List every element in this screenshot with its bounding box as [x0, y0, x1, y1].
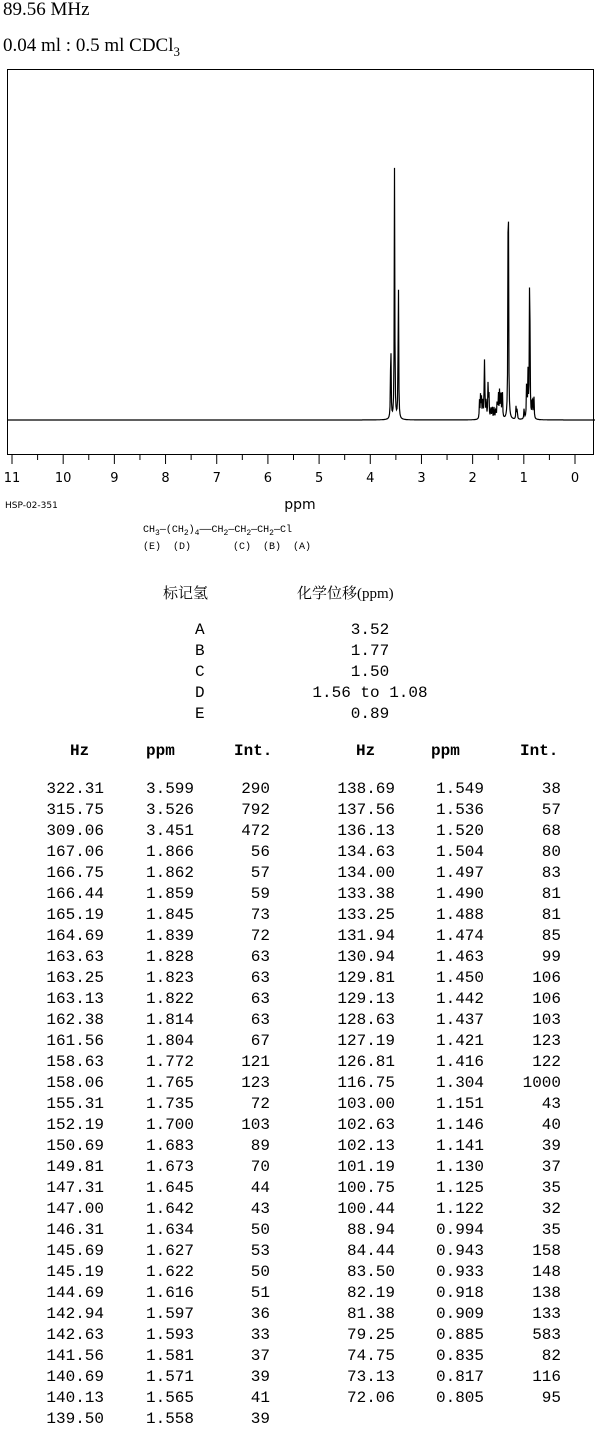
peak-hz: 136.13	[337, 822, 395, 840]
peak-ppm: 1.151	[435, 1095, 484, 1113]
peak-ppm: 1.683	[145, 1137, 194, 1155]
peak-intensity: 67	[250, 1032, 270, 1050]
peak-intensity: 116	[532, 1368, 561, 1386]
peak-ppm: 1.823	[145, 969, 194, 987]
peak-ppm: 0.994	[435, 1221, 484, 1239]
peak-ppm: 1.125	[435, 1179, 484, 1197]
peak-intensity: 106	[532, 990, 561, 1008]
spectrometer-frequency: 89.56 MHz	[3, 0, 90, 20]
peak-ppm: 0.885	[435, 1326, 484, 1344]
peak-hz: 142.94	[46, 1305, 104, 1323]
peak-intensity: 63	[250, 948, 270, 966]
peak-hz: 79.25	[346, 1326, 395, 1344]
peak-hz: 155.31	[46, 1095, 104, 1113]
ppm-header-left: ppm	[146, 742, 175, 760]
peak-intensity: 83	[541, 864, 561, 882]
group-e: $CH_3$	[143, 525, 160, 538]
peak-hz: 167.06	[46, 843, 104, 861]
peak-hz: 116.75	[337, 1074, 395, 1092]
peak-intensity: 59	[250, 885, 270, 903]
x-tick-label: 9	[110, 471, 119, 486]
peak-intensity: 37	[541, 1158, 561, 1176]
x-tick-label: 10	[54, 471, 72, 486]
peak-intensity: 583	[532, 1326, 561, 1344]
peak-hz: 166.75	[46, 864, 104, 882]
peak-hz: 140.13	[46, 1389, 104, 1407]
peak-hz: 84.44	[346, 1242, 395, 1260]
peak-intensity: 99	[541, 948, 561, 966]
peak-ppm: 1.504	[435, 843, 484, 861]
peak-hz: 152.19	[46, 1116, 104, 1134]
peak-ppm: 1.814	[145, 1011, 194, 1029]
peak-intensity: 50	[250, 1221, 270, 1239]
peak-hz: 141.56	[46, 1347, 104, 1365]
peak-hz: 128.63	[337, 1011, 395, 1029]
x-axis-tick-labels	[4, 471, 579, 486]
peak-intensity: 50	[250, 1263, 270, 1281]
peak-hz: 81.38	[346, 1305, 395, 1323]
assignment-shift-header: 化学位移(ppm)	[297, 586, 394, 602]
peak-ppm: 1.772	[145, 1053, 194, 1071]
peak-hz: 100.44	[337, 1200, 395, 1218]
peak-intensity: 57	[541, 801, 561, 819]
peak-intensity: 73	[250, 906, 270, 924]
peak-hz: 134.63	[337, 843, 395, 861]
x-axis-label: ppm	[284, 497, 316, 513]
peak-hz: 73.13	[346, 1368, 395, 1386]
peak-ppm: 1.549	[435, 780, 484, 798]
assignment-shift: 1.50	[350, 663, 390, 681]
peak-ppm: 0.918	[435, 1284, 484, 1302]
peak-intensity: 37	[250, 1347, 270, 1365]
peak-intensity: 56	[250, 843, 270, 861]
hz-header-left: Hz	[70, 742, 90, 760]
peak-hz: 322.31	[46, 780, 104, 798]
peak-ppm: 1.442	[435, 990, 484, 1008]
x-tick-label: 2	[468, 471, 477, 486]
peak-ppm: 1.700	[145, 1116, 194, 1134]
peak-intensity: 35	[541, 1221, 561, 1239]
peak-hz: 142.63	[46, 1326, 104, 1344]
assignment-label: A	[195, 621, 205, 639]
peak-ppm: 3.451	[145, 822, 194, 840]
peak-ppm: 1.146	[435, 1116, 484, 1134]
assignment-label: C	[195, 663, 205, 681]
peak-ppm: 1.866	[145, 843, 194, 861]
peak-ppm: 0.835	[435, 1347, 484, 1365]
peak-hz: 147.31	[46, 1179, 104, 1197]
group-labels: (E) (D) (C) (B) (A)	[143, 542, 312, 553]
peak-intensity: 63	[250, 990, 270, 1008]
peak-ppm: 1.862	[145, 864, 194, 882]
peak-ppm: 1.735	[145, 1095, 194, 1113]
solvent-subscript: 3	[173, 44, 180, 59]
peak-ppm: 1.616	[145, 1284, 194, 1302]
x-tick-label: 7	[212, 471, 221, 486]
peak-hz: 315.75	[46, 801, 104, 819]
peak-hz: 145.19	[46, 1263, 104, 1281]
peak-hz: 88.94	[346, 1221, 395, 1239]
peak-ppm: 1.571	[145, 1368, 194, 1386]
peak-hz: 163.25	[46, 969, 104, 987]
peak-intensity: 1000	[522, 1074, 561, 1092]
peak-intensity: 106	[532, 969, 561, 987]
x-tick-label: 5	[314, 471, 324, 486]
peak-intensity: 123	[241, 1074, 270, 1092]
peak-intensity: 40	[541, 1116, 561, 1134]
peak-ppm: 1.558	[145, 1410, 194, 1428]
plot-frame	[8, 70, 594, 455]
peak-ppm: 1.141	[435, 1137, 484, 1155]
peak-intensity: 95	[541, 1389, 561, 1407]
assignment-label: D	[195, 684, 205, 702]
peak-hz: 150.69	[46, 1137, 104, 1155]
peak-ppm: 1.627	[145, 1242, 194, 1260]
peak-intensity: 82	[541, 1347, 561, 1365]
peak-intensity: 38	[541, 780, 561, 798]
peak-ppm: 1.828	[145, 948, 194, 966]
peak-intensity: 472	[241, 822, 270, 840]
x-tick-label: 6	[263, 471, 273, 486]
peak-hz: 158.63	[46, 1053, 104, 1071]
peak-hz: 131.94	[337, 927, 395, 945]
peak-hz: 102.63	[337, 1116, 395, 1134]
peak-hz: 129.81	[337, 969, 395, 987]
peak-ppm: 1.497	[435, 864, 484, 882]
peak-ppm: 0.817	[435, 1368, 484, 1386]
peak-hz: 129.13	[337, 990, 395, 1008]
peak-intensity: 39	[250, 1368, 270, 1386]
assignment-shift: 0.89	[350, 705, 390, 723]
peak-intensity: 63	[250, 1011, 270, 1029]
peak-ppm: 0.805	[435, 1389, 484, 1407]
solvent-ratio-text: 0.04 ml : 0.5 ml CDCl	[3, 35, 174, 56]
peak-intensity: 39	[541, 1137, 561, 1155]
peak-intensity: 290	[241, 780, 270, 798]
peak-intensity: 121	[241, 1053, 270, 1071]
peak-hz: 164.69	[46, 927, 104, 945]
peak-ppm: 1.122	[435, 1200, 484, 1218]
peak-intensity: 33	[250, 1326, 270, 1344]
peak-hz: 158.06	[46, 1074, 104, 1092]
peak-intensity: 81	[541, 885, 561, 903]
x-tick-label: 3	[417, 471, 426, 486]
x-tick-label: 8	[161, 471, 170, 486]
peak-ppm: 1.304	[435, 1074, 484, 1092]
peak-hz: 166.44	[46, 885, 104, 903]
peak-ppm: 0.933	[435, 1263, 484, 1281]
x-tick-label: 1	[519, 471, 528, 486]
peak-intensity: 44	[250, 1179, 270, 1197]
peak-intensity: 70	[250, 1158, 270, 1176]
peak-intensity: 103	[532, 1011, 561, 1029]
peak-intensity: 35	[541, 1179, 561, 1197]
peak-ppm: 1.822	[145, 990, 194, 1008]
peak-intensity: 123	[532, 1032, 561, 1050]
peak-hz: 140.69	[46, 1368, 104, 1386]
peak-hz: 130.94	[337, 948, 395, 966]
assignment-label: B	[195, 642, 205, 660]
peak-ppm: 1.859	[145, 885, 194, 903]
peak-intensity: 51	[250, 1284, 270, 1302]
peak-intensity: 68	[541, 822, 561, 840]
peak-ppm: 1.593	[145, 1326, 194, 1344]
peak-hz: 83.50	[346, 1263, 395, 1281]
peak-ppm: 1.437	[435, 1011, 484, 1029]
ppm-header-right: ppm	[431, 742, 460, 760]
peak-hz: 146.31	[46, 1221, 104, 1239]
sample-code: HSP-02-351	[5, 501, 58, 511]
peak-ppm: 1.463	[435, 948, 484, 966]
peak-intensity: 36	[250, 1305, 270, 1323]
peak-intensity: 41	[250, 1389, 270, 1407]
peak-hz: 309.06	[46, 822, 104, 840]
peak-ppm: 1.642	[145, 1200, 194, 1218]
peak-ppm: 1.765	[145, 1074, 194, 1092]
peak-ppm: 1.845	[145, 906, 194, 924]
spectrum-trace	[8, 168, 595, 420]
peak-hz: 165.19	[46, 906, 104, 924]
peak-ppm: 1.421	[435, 1032, 484, 1050]
x-tick-label: 0	[570, 471, 580, 486]
peak-hz: 137.56	[337, 801, 395, 819]
peak-intensity: 72	[250, 1095, 270, 1113]
peak-ppm: 1.597	[145, 1305, 194, 1323]
peak-intensity: 39	[250, 1410, 270, 1428]
structure-formula: $CH_3—(CH_2)_4——CH_2—CH_2—CH_2—Cl$ (E) (D) (C) (B) (A)	[143, 525, 312, 553]
peak-intensity: 133	[532, 1305, 561, 1323]
peak-hz: 133.25	[337, 906, 395, 924]
peak-intensity: 72	[250, 927, 270, 945]
x-axis-ticks	[12, 455, 575, 464]
peak-intensity: 148	[532, 1263, 561, 1281]
assignment-label-header: 标记氢	[163, 586, 209, 602]
peak-ppm: 1.673	[145, 1158, 194, 1176]
assignment-shift: 1.56 to 1.08	[312, 684, 428, 702]
peak-ppm: 3.599	[145, 780, 194, 798]
peak-intensity: 80	[541, 843, 561, 861]
peak-intensity: 53	[250, 1242, 270, 1260]
peak-hz: 138.69	[337, 780, 395, 798]
peak-hz: 163.13	[46, 990, 104, 1008]
peak-ppm: 1.804	[145, 1032, 194, 1050]
peak-ppm: 1.490	[435, 885, 484, 903]
peak-ppm: 1.622	[145, 1263, 194, 1281]
peak-ppm: 1.581	[145, 1347, 194, 1365]
x-tick-label: 4	[366, 471, 375, 486]
peak-intensity: 81	[541, 906, 561, 924]
assignment-shift: 1.77	[350, 642, 390, 660]
peak-intensity: 85	[541, 927, 561, 945]
x-tick-label: 11	[3, 471, 21, 486]
peak-hz: 101.19	[337, 1158, 395, 1176]
peak-ppm: 1.536	[435, 801, 484, 819]
peak-intensity: 43	[250, 1200, 270, 1218]
nmr-spectrum-chart	[0, 0, 595, 520]
peak-ppm: 1.450	[435, 969, 484, 987]
assignment-shift: 3.52	[350, 621, 390, 639]
peak-hz: 147.00	[46, 1200, 104, 1218]
peak-ppm: 1.565	[145, 1389, 194, 1407]
peak-ppm: 1.520	[435, 822, 484, 840]
peak-hz: 102.13	[337, 1137, 395, 1155]
peak-ppm: 1.474	[435, 927, 484, 945]
peak-ppm: 0.943	[435, 1242, 484, 1260]
peak-intensity: 103	[241, 1116, 270, 1134]
int-header-left: Int.	[234, 742, 273, 760]
peak-hz: 162.38	[46, 1011, 104, 1029]
peak-intensity: 43	[541, 1095, 561, 1113]
peak-hz: 74.75	[346, 1347, 395, 1365]
peak-intensity: 89	[250, 1137, 270, 1155]
peak-ppm: 0.909	[435, 1305, 484, 1323]
peak-ppm: 1.130	[435, 1158, 484, 1176]
peak-hz: 149.81	[46, 1158, 104, 1176]
peak-hz: 144.69	[46, 1284, 104, 1302]
peak-hz: 161.56	[46, 1032, 104, 1050]
peak-intensity: 158	[532, 1242, 561, 1260]
peak-hz: 145.69	[46, 1242, 104, 1260]
peak-intensity: 792	[241, 801, 270, 819]
peak-ppm: 1.416	[435, 1053, 484, 1071]
peak-hz: 126.81	[337, 1053, 395, 1071]
peak-intensity: 32	[541, 1200, 561, 1218]
peak-hz: 100.75	[337, 1179, 395, 1197]
peak-intensity: 57	[250, 864, 270, 882]
peak-ppm: 3.526	[145, 801, 194, 819]
int-header-right: Int.	[520, 742, 559, 760]
peak-ppm: 1.645	[145, 1179, 194, 1197]
peak-hz: 127.19	[337, 1032, 395, 1050]
peak-hz: 82.19	[346, 1284, 395, 1302]
peak-hz: 72.06	[346, 1389, 395, 1407]
peak-ppm: 1.839	[145, 927, 194, 945]
hz-header-right: Hz	[356, 742, 376, 760]
peak-hz: 163.63	[46, 948, 104, 966]
peak-hz: 103.00	[337, 1095, 395, 1113]
peak-hz: 139.50	[46, 1410, 104, 1428]
peak-intensity: 122	[532, 1053, 561, 1071]
peak-hz: 134.00	[337, 864, 395, 882]
peak-hz: 133.38	[337, 885, 395, 903]
peak-ppm: 1.634	[145, 1221, 194, 1239]
peak-intensity: 63	[250, 969, 270, 987]
peak-ppm: 1.488	[435, 906, 484, 924]
assignment-label: E	[195, 705, 205, 723]
peak-intensity: 138	[532, 1284, 561, 1302]
